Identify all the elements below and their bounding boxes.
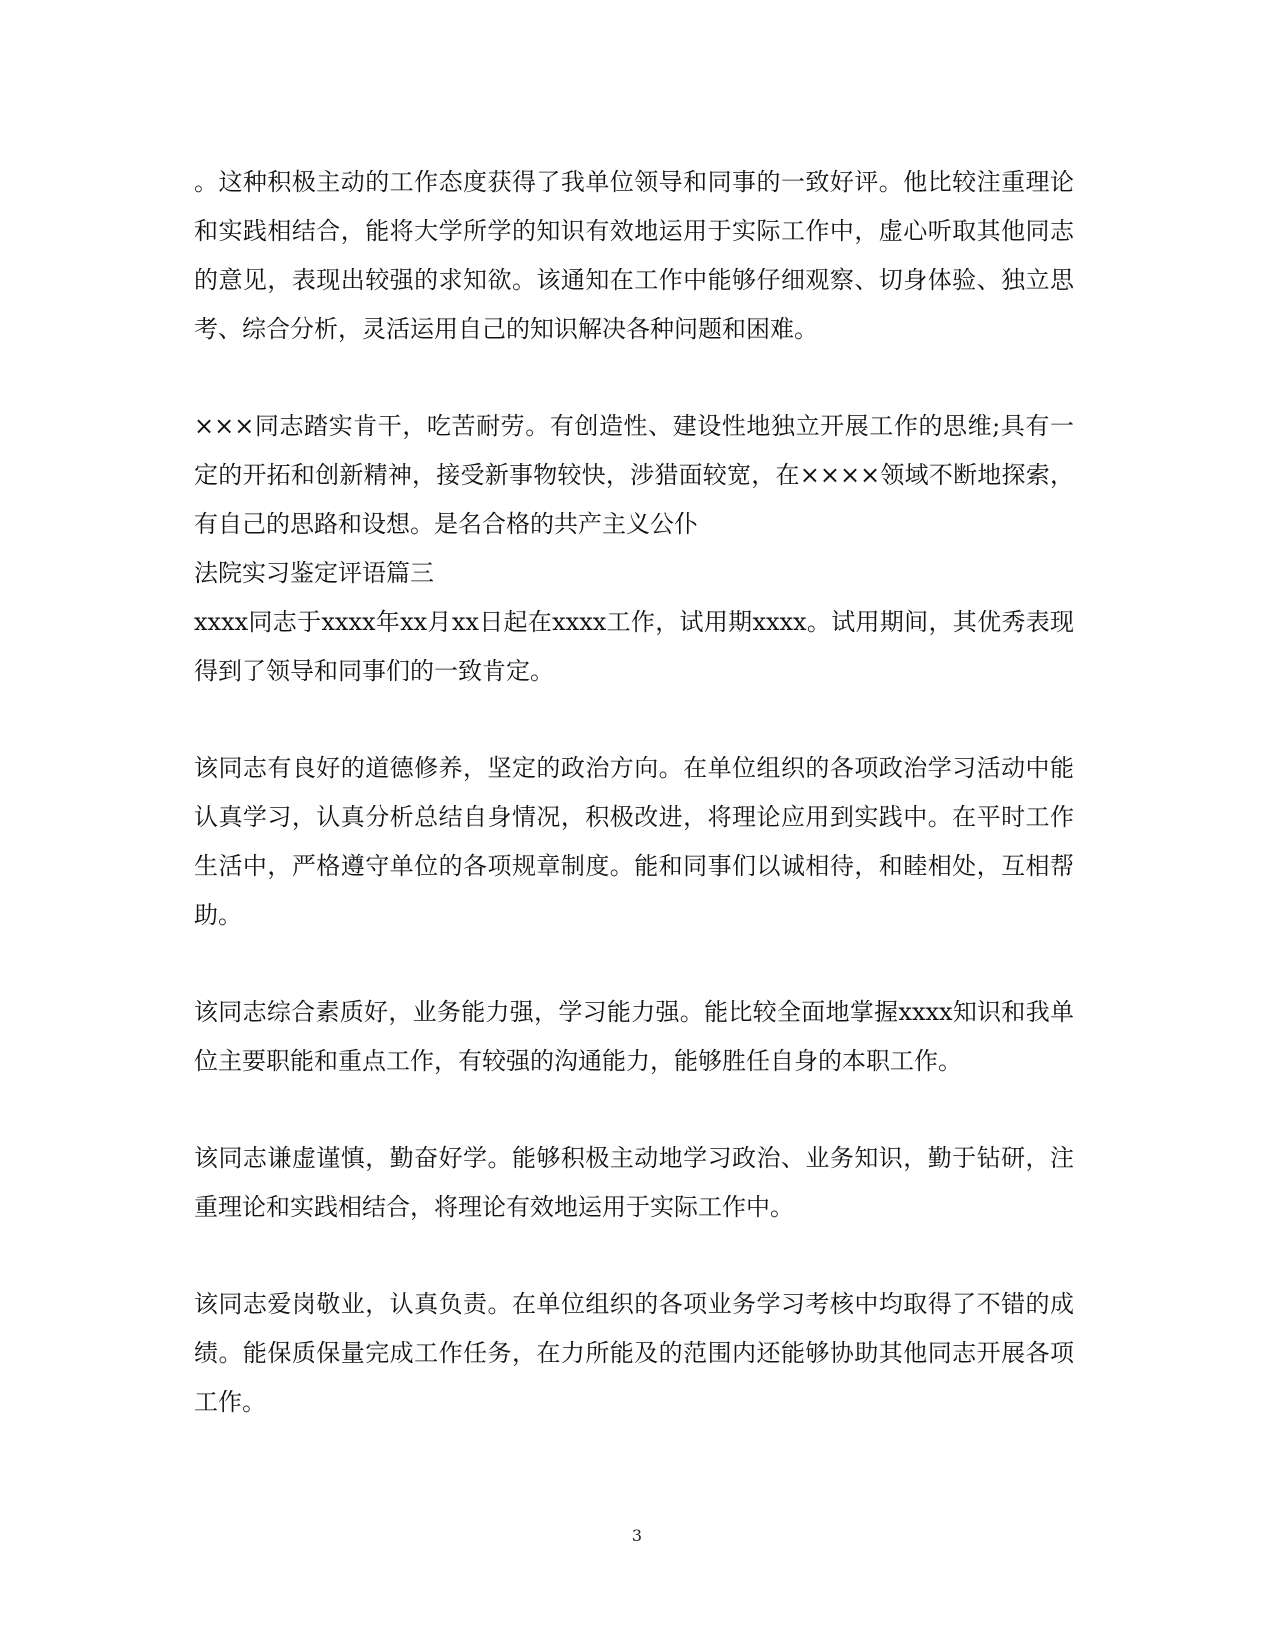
paragraph-gap <box>194 696 1074 744</box>
paragraph-gap <box>194 354 1074 402</box>
paragraph-gap <box>194 1086 1074 1134</box>
paragraph-5: 该同志综合素质好，业务能力强，学习能力强。能比较全面地掌握xxxx知识和我单位主要职能和重点工作，有较强的沟通能力，能够胜任自身的本职工作。 <box>194 998 1074 1075</box>
paragraph-3: xxxx同志于xxxx年xx月xx日起在xxxx工作，试用期xxxx。试用期间，其优秀表现得到了领导和同事们的一致肯定。 <box>194 608 1074 685</box>
paragraph-1: 。这种积极主动的工作态度获得了我单位领导和同事的一致好评。他比较注重理论和实践相结合，能将大学所学的知识有效地运用于实际工作中，虚心听取其他同志的意见，表现出较强的求知欲。该通知在工作中能够仔细观察、切身体验、独立思考、综合分析，灵活运用自己的知识解决各种问题和困难。 <box>194 168 1074 343</box>
page-number: 3 <box>631 1526 643 1545</box>
paragraph-2: ×××同志踏实肯干，吃苦耐劳。有创造性、建设性地独立开展工作的思维;具有一定的开拓和创新精神，接受新事物较快，涉猎面较宽，在××××领域不断地探索，有自己的思路和设想。是名合格的共产主义公仆 <box>194 412 1074 538</box>
section-heading: 法院实习鉴定评语篇三 <box>194 559 434 587</box>
paragraph-7: 该同志爱岗敬业，认真负责。在单位组织的各项业务学习考核中均取得了不错的成绩。能保质保量完成工作任务，在力所能及的范围内还能够协助其他同志开展各项工作。 <box>194 1290 1074 1416</box>
document-body <box>194 158 1074 1427</box>
paragraph-6: 该同志谦虚谨慎，勤奋好学。能够积极主动地学习政治、业务知识，勤于钻研，注重理论和实践相结合，将理论有效地运用于实际工作中。 <box>194 1144 1074 1221</box>
paragraph-4: 该同志有良好的道德修养，坚定的政治方向。在单位组织的各项政治学习活动中能认真学习，认真分析总结自身情况，积极改进，将理论应用到实践中。在平时工作生活中，严格遵守单位的各项规章制度。能和同事们以诚相待，和睦相处，互相帮助。 <box>194 754 1074 929</box>
paragraph-gap <box>194 1232 1074 1280</box>
paragraph-gap <box>194 940 1074 988</box>
